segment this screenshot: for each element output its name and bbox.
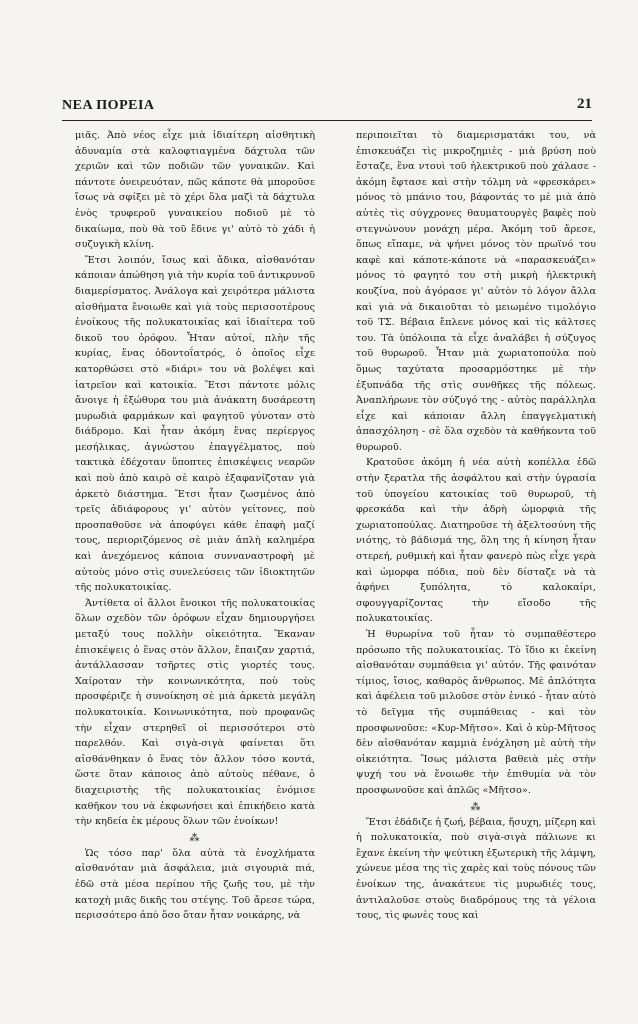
section-asterism: ⁂: [189, 832, 201, 844]
journal-title: ΝΕΑ ΠΟΡΕΙΑ: [62, 98, 155, 113]
page-number: 21: [577, 96, 592, 112]
paragraph: Ἀντίθετα οἱ ἄλλοι ἔνοικοι τῆς πολυκατοικίας ὅλων σχεδὸν τῶν ὀρόφων εἶχαν δημιουργήσει μεταξύ τους πολλὴν οἰκειότητα. Ἔκαναν ἐπισκέψεις ὁ ἕνας στὸν ἄλλον, ἔπαιζαν χαρτιά, ἀντάλλασσαν τσῆρτες στὶς γιορτές τους. Χαίροταν τὴν κοινωνικότητα, ποὺ τοὺς προσφέριζε ἡ συνοίκηση σὲ μιὰ ἀρκετὰ μεγάλη πολυκατοικία. Κοινωνικότητα, ποὺ προφανῶς τὴν εἶχαν στερηθεῖ οἱ περισσότεροι στὸ παρελθόν. Καὶ σιγὰ-σιγὰ φαίνεται ὅτι αἰσθάνθηκαν ὁ ἕνας τὸν ἄλλον τόσο κοντά, ὥστε ὅταν κάποιος ἀπὸ αὐτοὺς πέθανε, ὁ διαχειριστὴς τῆς πολυκατοικίας ἐνόμισε καθῆκον του νὰ ἐκφωνήσει καὶ ἐπικήδειο κατὰ τὴν κηδεία ἐκ μέρους ὅλων τῶν ἐνοίκων!: [75, 597, 315, 828]
paragraph: περιποιεῖται τὸ διαμερισματάκι του, νὰ ἐπισκευάζει τὶς μικροζημιὲς - μιὰ βρύση ποὺ ἔσταζε, ἕνα ντουὶ τοῦ ἠλεκτρικοῦ ποὺ χάλασε - ἀκόμη ἔφτασε καὶ στὴν τόλμη νὰ «φρεσκάρει» μόνος τὸ μπάνιο του, βάφοντάς το μὲ μιὰ ἀπὸ αὐτὲς τὶς σύγχρονες θαυματουργὲς βαφὲς ποὺ στεγνώνουν μονάχη μέρα. Ἀκόμη τοῦ ἄρεσε, ὅπως εἴπαμε, νὰ ψήνει μόνος τὸν πρωϊνό του καφὲ καὶ κάποτε-κάποτε νὰ «παρασκευάζει» μόνος τὸ φαγητό του στὴ μικρὴ ἠλεκτρικὴ κουζίνα, ποὺ ἀγόρασε γι' αὐτὸν τὸ λόγον ἄλλα καὶ γιὰ νὰ δικαιοῦται τὸ μειωμένο τιμολόγιο τοῦ ΤΣ. Βέβαια ἔπλενε μόνος καὶ τὶς κάλτσες του. Τὰ ὑπόλοιπα τὰ εἶχε ἀναλάβει ἡ σύζυγος τοῦ θυρωροῦ. Ἦταν μιὰ χωριατοπούλα ποὺ ὅμως ταχύτατα προσαρμόστηκε μὲ τὴν ἐξυπνάδα τῆς στὶς συνθῆκες τῆς πόλεως. Ἀναπλήρωνε τὸν σύζυγό της - αὐτὸς παράλληλα εἶχε καὶ κάποιαν ἄλλη ἐπαγγελματικὴ ἀπασχόληση - σὲ ὅλα σχεδὸν τὰ καθήκοντα τοῦ θυρωροῦ.: [356, 130, 596, 453]
paragraph: Ἡ θυρωρίνα τοῦ ἦταν τὸ συμπαθέστερο πρόσωπο τῆς πολυκατοικίας. Τὸ ἴδιο κι ἐκείνη αἰσθανόταν συμπάθεια γι' αὐτόν. Τῆς φαινόταν τίμιος, ἴσιος, καθαρὸς ἄνθρωπος. Μὲ ἁπλότητα καὶ ἀφέλεια τοῦ μιλοῦσε στὸν ἑνικό - ἦταν αὐτὸ τὸ δεῖγμα τῆς συμπάθειας - καὶ τὸν προσφωνοῦσε: «Κυρ-Μῆτσο». Καὶ ὁ κὺρ-Μῆτσος δὲν αἰσθανόταν καμμιὰ ἐνόχληση μὲ αὐτὴ τὴν οἰκειότητα. Ἴσως μάλιστα βαθειὰ μὲς στὴν ψυχή του νὰ ἔνοιωθε τὴν ἐπιθυμία νὰ τὸν προσφωνοῦσε καὶ ἁπλῶς «Μῆτσο».: [356, 629, 596, 796]
right-column: [356, 128, 596, 924]
paragraph: Ἔτσι λοιπόν, ἴσως καὶ ἄδικα, αἰσθανόταν κάποιαν ἀπώθηση γιὰ τὴν κυρία τοῦ ἀντικρυνοῦ διαμερίσματος. Ἀνάλογα καὶ χειρότερα μάλιστα αἰσθήματα ἔνοιωθε καὶ γιὰ τοὺς περισσοτέρους ἐνοίκους τῆς πολυκατοικίας καὶ ἰδιαίτερα τοῦ δικοῦ του ὀρόφου. Ἦταν αὐτοί, πλὴν τῆς κυρίας, ἕνας ὀδοντοΐατρός, ὁ ὁποῖος εἶχε κατορθώσει στὸ «διάρι» του νὰ βολέψει καὶ ἰατρεῖον καὶ κατοικία. Ἔτσι πάντοτε μόλις ἄνοιγε ἡ ἐξώθυρα του μιὰ ἀνάκατη δυσάρεστη μυρωδιὰ φαρμάκων καὶ φαγητοῦ γύνοταν στὸ διάδρομο. Καὶ ἦταν ἀκόμη ἕνας περίεργος μεσήλικας, ἀγνώστου ἐπαγγέλματος, ποὺ τακτικὰ ἐδέχοταν ὕποπτες ἐπισκέψεις νεαρῶν καὶ ποὺ ἀπὸ καιρὸ σὲ καιρὸ ἐξαφανίζοταν γιὰ ἀρκετὸ διάστημα. Ἔτσι ἦταν ζωσμένος ἀπὸ τρεῖς ἀδιάφορους γι' αὐτὸν γείτονες, ποὺ προσπαθοῦσε νὰ ἀποφύγει κάθε ἐπαφὴ μαζί τους, περιοριζόμενος σὲ μιὰν ἁπλὴ καλημέρα καὶ ἀνεχόμενος κάποια συνναναστροφὴ μὲ αὐτοὺς μόνο στὶς συνελεύσεις τῶν ἰδιοκτητῶν τῆς πολυκατοικίας.: [75, 254, 315, 594]
paragraph: Ὡς τόσο παρ' ὅλα αὐτὰ τὰ ἐνοχλήματα αἰσθανόταν μιὰ ἀσφάλεια, μιὰ σιγουριὰ πιά, ἐδῶ στὰ μέσα περίπου τῆς ζωῆς του, μὲ τὴν κατοχὴ μιᾶς δικῆς του στέγης. Τοῦ ἄρεσε τώρα, περισσότερο ἀπὸ ὅσο ὅταν ἦταν νοικάρης, νὰ: [75, 847, 315, 922]
page-header: [62, 94, 592, 121]
section-asterism: ⁂: [470, 801, 482, 813]
paragraph: Ἔτσι ἐδάδιζε ἡ ζωή, βέβαια, ἤσυχη, μίζερη καὶ ἡ πολυκατοικία, ποὺ σιγὰ-σιγὰ πάλιωνε κι ἔχανε ἐκείνη τὴν ψεύτικη ἐξωτερικὴ τῆς λάμψη, χώνευε μέσα της τὶς χαρὲς καὶ τοὺς πόνους τῶν ἐνοίκων της, ἀνακάτευε τὶς μυρωδιές τους, ἀντιλαλοῦσε στοὺς διαδρόμους της τὰ γέλοια τους, τὶς φωνὲς τους καὶ: [356, 816, 596, 922]
left-column: [75, 128, 315, 924]
paragraph: Κρατοῦσε ἀκόμη ἡ νέα αὐτὴ κοπέλλα ἐδῶ στὴν ξερατλα τῆς ἀσφάλτου καὶ στὴν ὑγρασία τοῦ ὑπογείου κατοικίας τοῦ θυρωροῦ, τὴ φρεσκάδα καὶ τὴν ἀδρὴ ὡμορφιὰ τῆς χωριατοπούλας. Διατηροῦσε τὴ ἀξελτοσύνη τῆς νιότης, τὸ βάδισμά της, ὅλη της ἡ κίνηση ἦταν στερεή, ρυθμικὴ καὶ ἦταν φανερὸ πὼς εἶχε γερὰ καὶ ὡμορφα πόδια, ποὺ δὲν δίσταζε νὰ τὰ ἀφήνει ξυπόλητα, τὸ καλοκαίρι, σφουγγαρίζοντας τὴν εἴσοδο τῆς πολυκατοικίας.: [356, 457, 596, 625]
paragraph: μιᾶς. Ἀπὸ νέος εἶχε μιὰ ἰδιαίτερη αἰσθητικὴ ἀδυναμία στὰ καλοφτιαγμένα δάχτυλα τῶν χεριῶν καὶ τῶν ποδιῶν τῶν γυναικῶν. Καὶ πάντοτε ὀνειρευόταν, πῶς κάποτε θὰ μποροῦσε ἴσως νὰ σφίξει μὲ τὸ χέρι ὅλα μαζὶ τὰ δάχτυλα ἑνὸς τρυφεροῦ γυναικείου ποδιοῦ μὲ τὸ δικαίωμα, ποὺ θὰ τοῦ ἔδινε γι' αὐτὸ τὸ χάδι ἡ συζυγικὴ κλίνη.: [75, 130, 315, 251]
